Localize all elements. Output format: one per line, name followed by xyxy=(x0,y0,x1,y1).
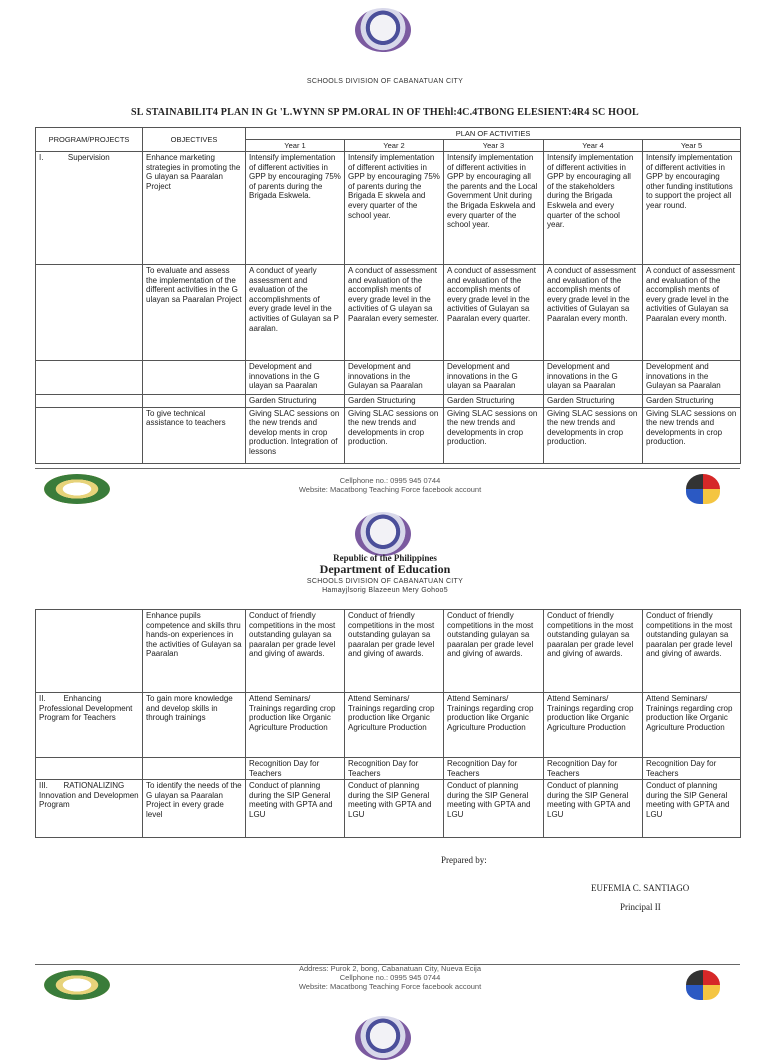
footer-divider xyxy=(35,468,740,469)
document-title: SL STAINABILIT4 PLAN IN Gt 'L.WYNN SP PM.ORAL IN OF THEhl:4C.4TBONG ELESIENT:4R4 SC HOOL xyxy=(131,107,639,118)
col-plan-header: PLAN OF ACTIVITIES xyxy=(246,128,741,140)
activity-cell: Intensify implementation of different activities in GPP by encouraging 75% of parents during the Brigada Eskwela. xyxy=(246,152,345,265)
program-cell xyxy=(36,152,143,265)
program-cell xyxy=(36,693,143,758)
school-logo-2 xyxy=(44,970,110,1000)
program-cell xyxy=(36,610,143,693)
activity-cell: Conduct of friendly competitions in the most outstanding gulayan sa paaralan per grade level and giving of awards. xyxy=(246,610,345,693)
table-row xyxy=(36,265,741,361)
table-row xyxy=(36,407,741,463)
activity-cell: Giving SLAC sessions on the new trends and developments in crop production. xyxy=(643,407,741,463)
deped-seal-logo-2 xyxy=(355,512,411,556)
activity-cell: Development and innovations in the G ulayan sa Paaralan xyxy=(246,361,345,395)
activity-cell: Attend Seminars/ Trainings regarding crop production like Organic Agriculture Production xyxy=(544,693,643,758)
objective-cell: To gain more knowledge and develop skills in through trainings xyxy=(143,693,246,758)
activity-cell: Conduct of friendly competitions in the most outstanding gulayan sa paaralan per grade level and giving of awards. xyxy=(643,610,741,693)
activity-cell: A conduct of assessment and evaluation of the accomplish ments of every grade level in the activities of Gulayan sa Paaralan every quarter. xyxy=(444,265,544,361)
activity-cell: Recognition Day for Teachers xyxy=(643,758,741,780)
objective-cell: To identify the needs of the G ulayan sa Paaralan Project in every grade level xyxy=(143,780,246,838)
objective-cell xyxy=(143,361,246,395)
table-row xyxy=(36,610,741,693)
program-cell xyxy=(36,265,143,361)
table-row xyxy=(36,152,741,265)
table-row xyxy=(36,780,741,838)
activity-cell: Attend Seminars/ Trainings regarding crop production like Organic Agriculture Production xyxy=(444,693,544,758)
table-row xyxy=(36,693,741,758)
activity-cell: Development and innovations in the Gulayan sa Paaralan xyxy=(345,361,444,395)
school-logo xyxy=(44,474,110,504)
year-2-header: Year 2 xyxy=(345,140,444,152)
department-title: Department of Education xyxy=(319,562,451,576)
footer-cellphone-2: Cellphone no.: 0995 945 0744 xyxy=(339,973,441,982)
deped-seal-logo xyxy=(355,8,411,52)
activity-cell: Attend Seminars/ Trainings regarding crop production like Organic Agriculture Production xyxy=(246,693,345,758)
division-line: SCHOOLS DIVISION OF CABANATUAN CITY xyxy=(306,578,464,585)
program-name: RATIONALIZING Innovation and Developmen Program xyxy=(39,781,139,810)
activity-cell: Recognition Day for Teachers xyxy=(246,758,345,780)
activity-cell: Garden Structuring xyxy=(544,395,643,408)
activity-cell: Intensify implementation of different activities in GPP by encouraging all the parents and the Local Government Unit during the Brigada Eskwela and every quarter of the school year. xyxy=(444,152,544,265)
address-line: Hamayjlsorig Blazeeun Mery Gohoo5 xyxy=(322,587,448,594)
republic-line: Republic of the Philippines xyxy=(333,553,437,563)
activity-cell: Attend Seminars/ Trainings regarding crop production like Organic Agriculture Production xyxy=(643,693,741,758)
flag-emblem-logo-2 xyxy=(686,970,720,1000)
activity-cell: Recognition Day for Teachers xyxy=(544,758,643,780)
activity-cell: Conduct of friendly competitions in the most outstanding gulayan sa paaralan per grade level and giving of awards. xyxy=(345,610,444,693)
program-number: II. xyxy=(39,694,46,703)
activity-cell: Attend Seminars/ Trainings regarding crop production like Organic Agriculture Production xyxy=(345,693,444,758)
activity-cell: Giving SLAC sessions on the new trends and developments in crop production. xyxy=(444,407,544,463)
footer-website-2: Website: Macatbong Teaching Force facebook account xyxy=(298,982,482,991)
table-row xyxy=(36,758,741,780)
activity-cell: Conduct of planning during the SIP General meeting with GPTA and LGU xyxy=(444,780,544,838)
objective-cell: Enhance marketing strategies in promoting the G ulayan sa Paaralan Project xyxy=(143,152,246,265)
activity-cell: A conduct of assessment and evaluation of the accomplish ments of every grade level in the activities of G ulayan sa Paaralan every semester. xyxy=(345,265,444,361)
activity-cell: Garden Structuring xyxy=(345,395,444,408)
signatory-title: Principal II xyxy=(620,902,661,912)
year-1-header: Year 1 xyxy=(246,140,345,152)
activity-cell: Conduct of planning during the SIP General meeting with GPTA and LGU xyxy=(345,780,444,838)
activity-cell: Conduct of friendly competitions in the most outstanding gulayan sa paaralan per grade level and giving of awards. xyxy=(444,610,544,693)
objective-cell: To give technical assistance to teachers xyxy=(143,407,246,463)
footer-website: Website: Macatbong Teaching Force facebook account xyxy=(298,485,482,494)
year-3-header: Year 3 xyxy=(444,140,544,152)
signatory-name: EUFEMIA C. SANTIAGO xyxy=(591,883,690,893)
program-cell xyxy=(36,780,143,838)
program-name: Supervision xyxy=(67,153,110,162)
activity-cell: Giving SLAC sessions on the new trends and developments in crop production. xyxy=(544,407,643,463)
prepared-by-label: Prepared by: xyxy=(441,855,487,865)
flag-emblem-logo xyxy=(686,474,720,504)
activity-cell: Garden Structuring xyxy=(444,395,544,408)
program-number: III. xyxy=(39,781,48,791)
activity-cell: Intensify implementation of different activities in GPP by encouraging all of the stakeholders during the Brigada Eskwela and every quarter of the school year. xyxy=(544,152,643,265)
activity-cell: Conduct of planning during the SIP General meeting with GPTA and LGU xyxy=(643,780,741,838)
activity-cell: A conduct of assessment and evaluation of the accomplish ments of every grade level in the activities of Gulayan sa Paaralan every month. xyxy=(544,265,643,361)
activity-cell: Giving SLAC sessions on the new trends and developments in crop production. xyxy=(345,407,444,463)
program-cell xyxy=(36,407,143,463)
col-program-header: PROGRAM/PROJECTS xyxy=(36,128,143,152)
division-header: SCHOOLS DIVISION OF CABANATUAN CITY xyxy=(306,78,464,85)
table-row xyxy=(36,395,741,408)
activity-cell: A conduct of assessment and evaluation of the accomplish ments of every grade level in the activities of Gulayan sa Paaralan every month. xyxy=(643,265,741,361)
table-row xyxy=(36,361,741,395)
activity-cell: Intensify implementation of different activities in GPP by encouraging 75% of parents during the Brigada E skwela and every quarter of the school year. xyxy=(345,152,444,265)
activity-cell: Development and innovations in the G ulayan sa Paaralan xyxy=(444,361,544,395)
activity-cell: Conduct of friendly competitions in the most outstanding gulayan sa paaralan per grade level and giving of awards. xyxy=(544,610,643,693)
col-objectives-header: OBJECTIVES xyxy=(143,128,246,152)
objective-cell xyxy=(143,758,246,780)
activity-cell: Conduct of planning during the SIP General meeting with GPTA and LGU xyxy=(544,780,643,838)
footer-cellphone: Cellphone no.: 0995 945 0744 xyxy=(339,476,441,485)
activity-cell: Recognition Day for Teachers xyxy=(345,758,444,780)
activity-cell: Development and innovations in the G ulayan sa Paaralan xyxy=(544,361,643,395)
year-5-header: Year 5 xyxy=(643,140,741,152)
activity-cell: Garden Structuring xyxy=(246,395,345,408)
year-4-header: Year 4 xyxy=(544,140,643,152)
program-name: Enhancing Professional Development Program for Teachers xyxy=(39,694,133,723)
activity-cell: Recognition Day for Teachers xyxy=(444,758,544,780)
activity-cell: Development and innovations in the Gulayan sa Paaralan xyxy=(643,361,741,395)
activity-cell: Giving SLAC sessions on the new trends and develop ments in crop production. Integration of lessons xyxy=(246,407,345,463)
objective-cell: To evaluate and assess the implementation of the different activities in the G ulayan sa Paaralan Project xyxy=(143,265,246,361)
activity-cell: Conduct of planning during the SIP General meeting with GPTA and LGU xyxy=(246,780,345,838)
activity-cell: Garden Structuring xyxy=(643,395,741,408)
activity-cell: Intensify implementation of different activities in GPP by encouraging other funding institutions to support the project all year round. xyxy=(643,152,741,265)
plan-table-page1 xyxy=(35,127,741,464)
program-cell xyxy=(36,361,143,395)
plan-table-page2 xyxy=(35,609,741,838)
program-cell xyxy=(36,758,143,780)
program-number: I. xyxy=(39,153,44,162)
objective-cell: Enhance pupils competence and skills thru hands-on experiences in the activities of Gulayan sa Paaralan xyxy=(143,610,246,693)
program-cell xyxy=(36,395,143,408)
activity-cell: A conduct of yearly assessment and evaluation of the accomplishments of every grade level in the activities of Gulayan sa P aaralan. xyxy=(246,265,345,361)
deped-seal-logo-3 xyxy=(355,1016,411,1060)
footer-address: Address: Purok 2, bong, Cabanatuan City, Nueva Ecija xyxy=(298,964,482,973)
objective-cell xyxy=(143,395,246,408)
